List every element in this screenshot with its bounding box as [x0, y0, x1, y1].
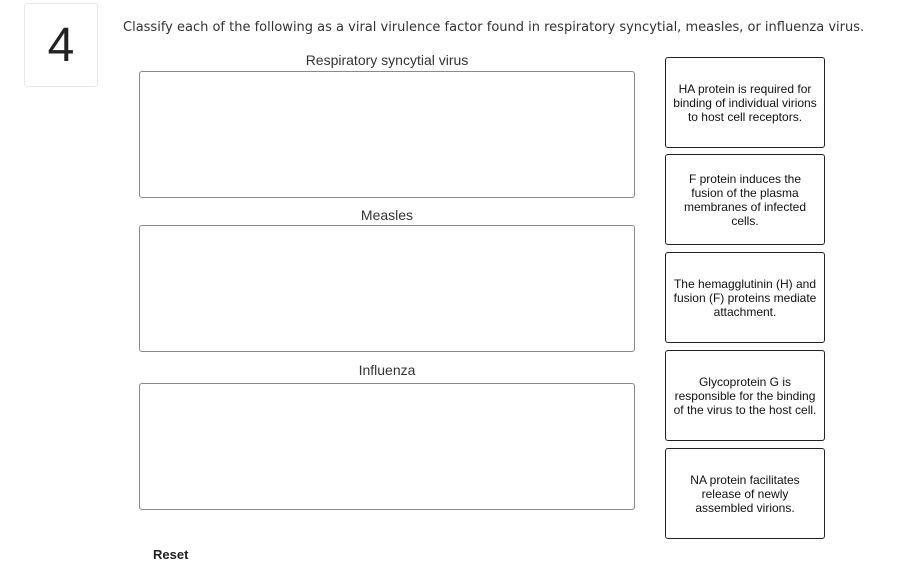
- card-text: F protein induces the fusion of the plasma membranes of infected cells.: [683, 171, 807, 228]
- category-label-measles: Measles: [360, 207, 414, 223]
- question-prompt: Classify each of the following as a viral virulence factor found in respiratory syncytial, measles, or influenza virus.: [123, 20, 865, 35]
- draggable-card[interactable]: [665, 350, 825, 441]
- card-text: HA protein is required for binding of individual virions to host cell receptors.: [673, 81, 817, 124]
- card-text: Glycoprotein G is responsible for the binding of the virus to the host cell.: [673, 374, 817, 417]
- question-number: 4: [24, 3, 98, 87]
- draggable-card[interactable]: [665, 448, 825, 539]
- category-label-rsv: Respiratory syncytial virus: [305, 52, 469, 68]
- card-text: The hemagglutinin (H) and fusion (F) proteins mediate attachment.: [673, 276, 817, 319]
- draggable-card[interactable]: [665, 57, 825, 148]
- card-text: NA protein facilitates release of newly assembled virions.: [690, 472, 800, 515]
- draggable-card[interactable]: [665, 154, 825, 245]
- drop-zone-measles[interactable]: [139, 225, 635, 352]
- drop-zone-rsv[interactable]: [139, 71, 635, 198]
- category-label-influenza: Influenza: [358, 362, 416, 378]
- draggable-card[interactable]: [665, 252, 825, 343]
- drop-zone-influenza[interactable]: [139, 383, 635, 510]
- reset-button[interactable]: Reset: [153, 547, 189, 562]
